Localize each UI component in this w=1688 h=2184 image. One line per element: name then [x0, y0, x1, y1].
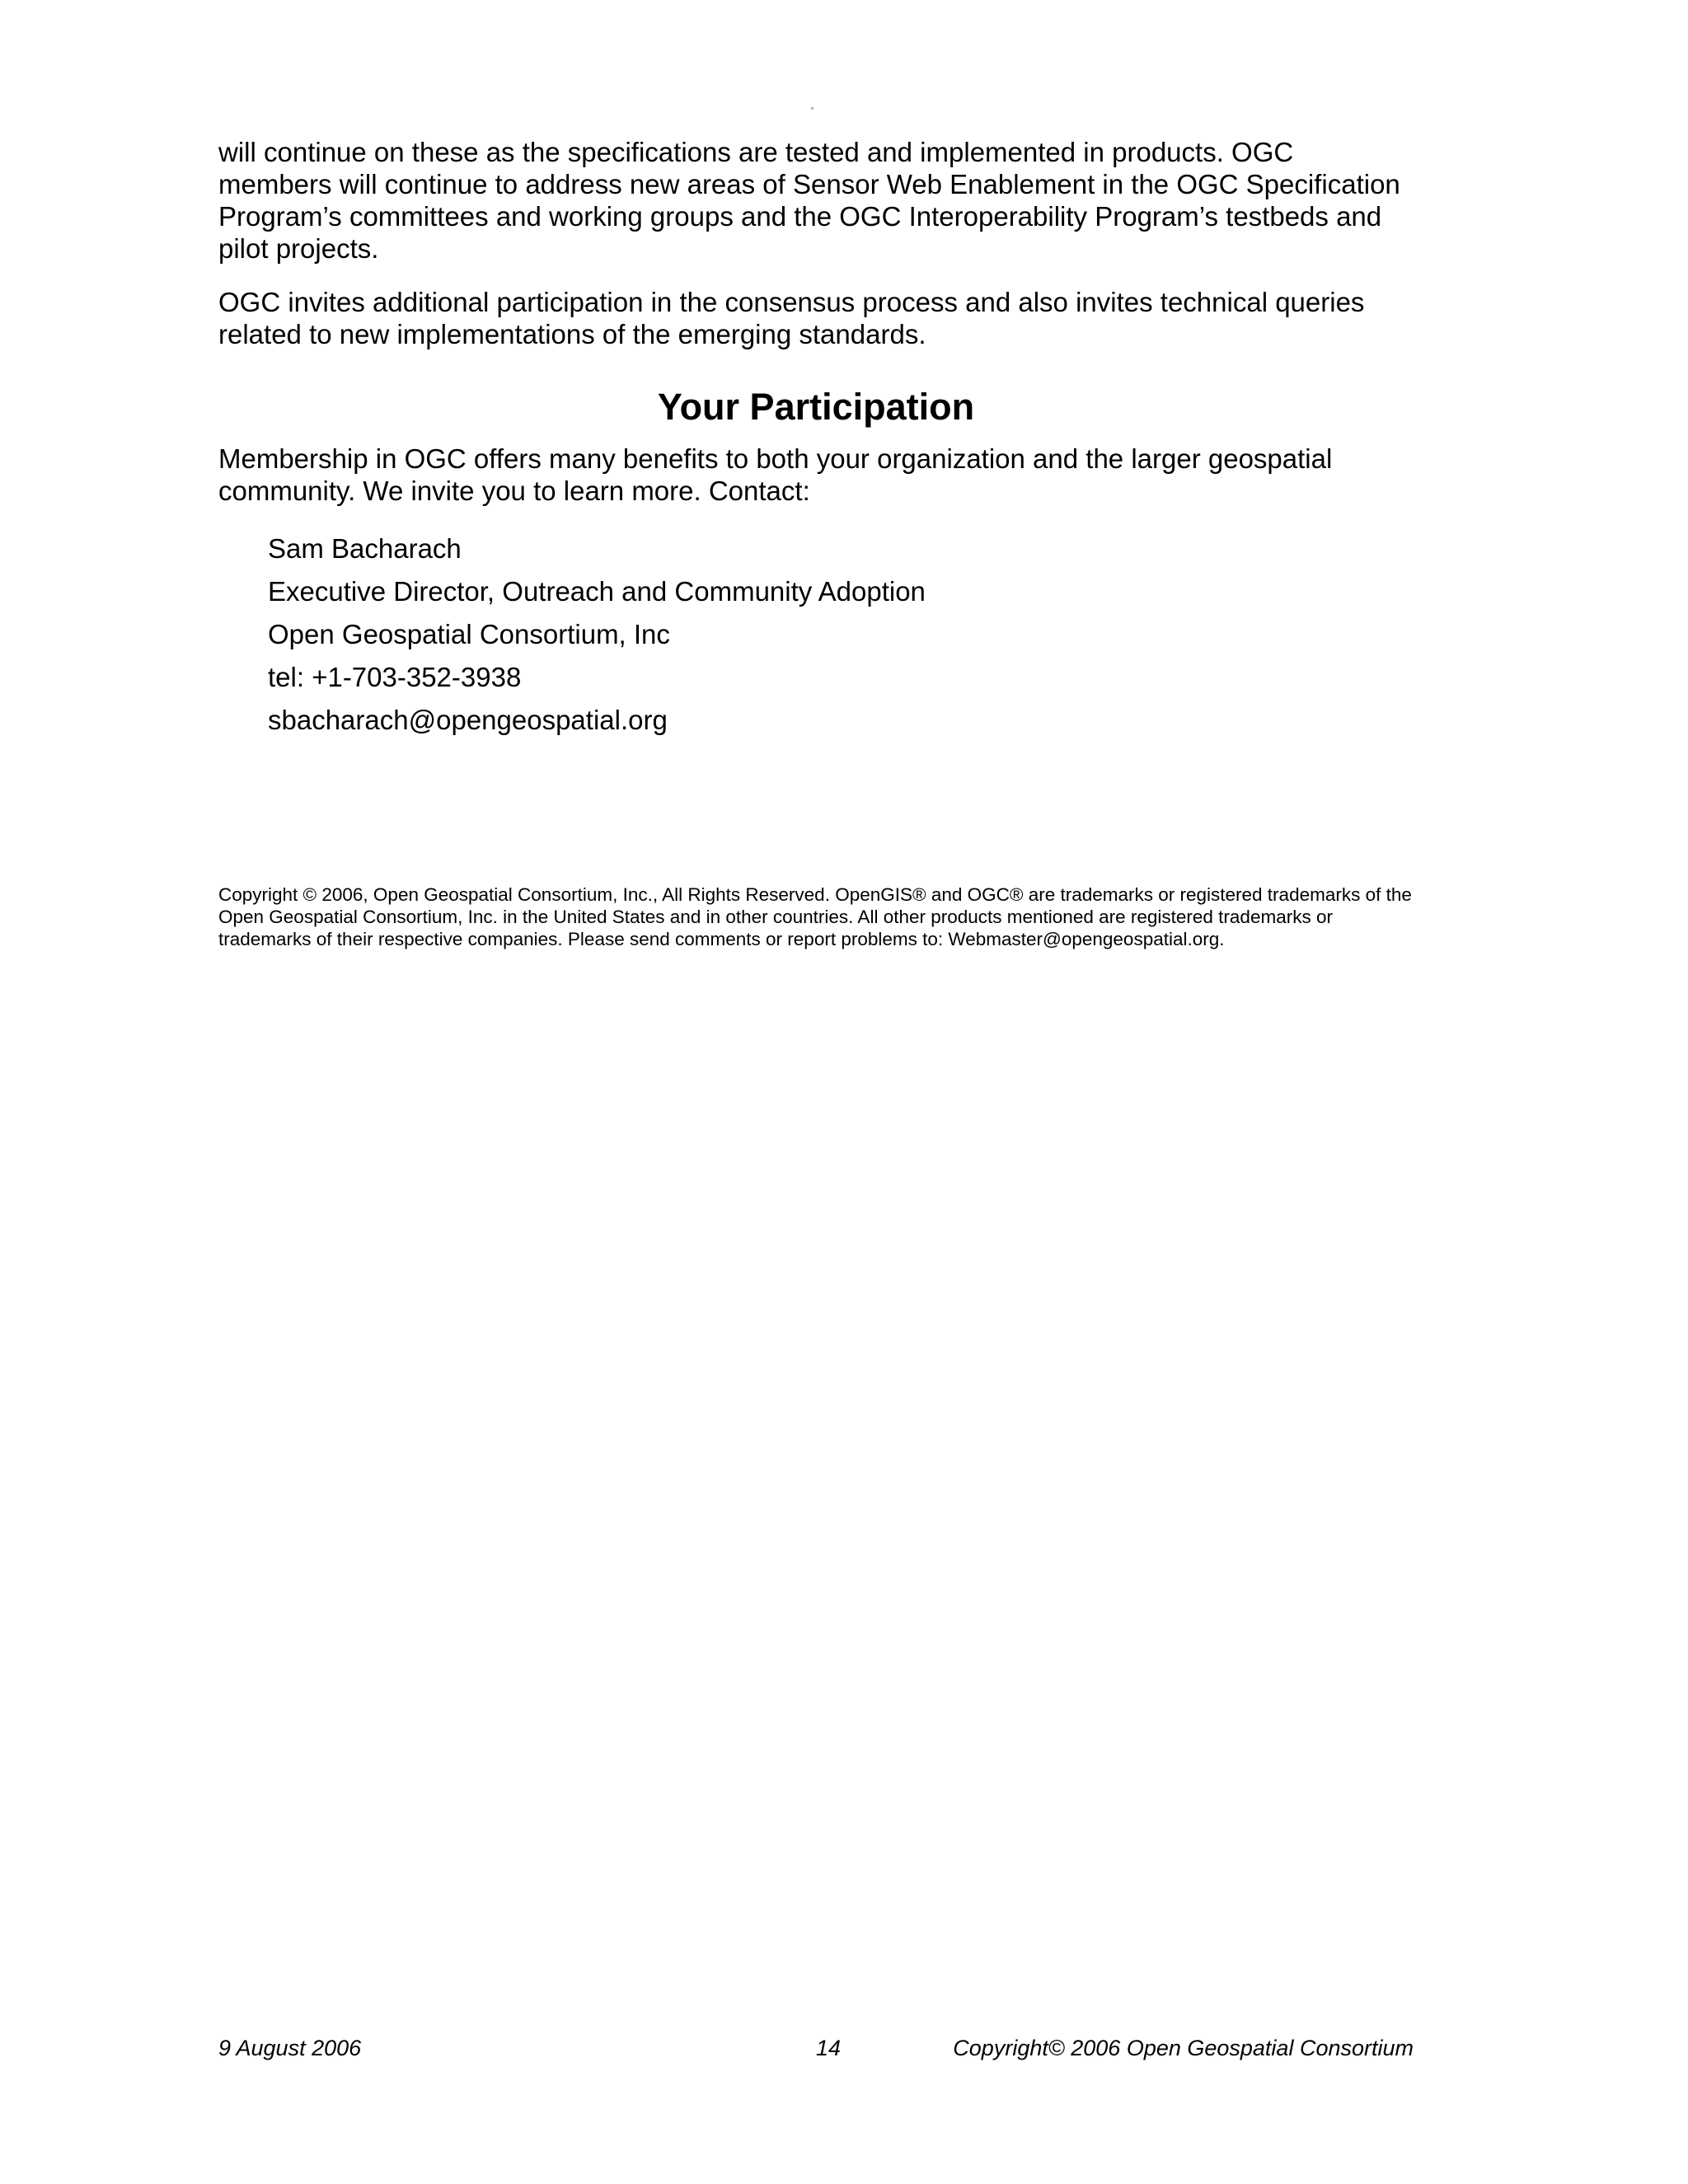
footer-page-number: 14 — [815, 2036, 842, 2060]
contact-name: Sam Bacharach — [268, 533, 462, 564]
contact-email-line — [268, 699, 1414, 742]
body-paragraph-1: will continue on these as the specifications are tested and implemented in products. OGC members will continue to address new areas of Sensor Web Enablement in the OGC Specification Program’s committees and working groups and the OGC Interoperability Program’s testbeds and pilot projects. — [218, 137, 1400, 264]
footer-copyright: Copyright© 2006 Open Geospatial Consortium — [953, 2036, 1414, 2060]
contact-organization: Open Geospatial Consortium, Inc — [268, 619, 670, 649]
page-footer — [218, 2036, 1414, 2065]
contact-title: Executive Director, Outreach and Community Adoption — [268, 576, 926, 607]
contact-block — [268, 527, 1414, 742]
page-mark — [811, 107, 814, 110]
contact-email-link[interactable]: sbacharach@opengeospatial.org — [268, 705, 668, 735]
section-heading: Your Participation — [657, 386, 975, 428]
contact-phone: tel: +1-703-352-3938 — [268, 662, 522, 692]
main-content — [218, 136, 1414, 742]
copyright-notice: Copyright © 2006, Open Geospatial Consortium, Inc., All Rights Reserved. OpenGIS® and OGC® are trademarks or registered trademarks of the Open Geospatial Consortium, Inc. in the United States and in other countries. All other products mentioned are registered trademarks or trademarks of their respective companies. Please send comments or report problems to: Webmaster@opengeospatial.org. — [218, 884, 1412, 949]
footer-date: 9 August 2006 — [218, 2036, 362, 2060]
body-paragraph-2: OGC invites additional participation in the consensus process and also invites technical queries related to new implementations of the emerging standards. — [218, 287, 1365, 349]
participation-intro: Membership in OGC offers many benefits to both your organization and the larger geospatial community. We invite you to learn more. Contact: — [218, 443, 1333, 506]
